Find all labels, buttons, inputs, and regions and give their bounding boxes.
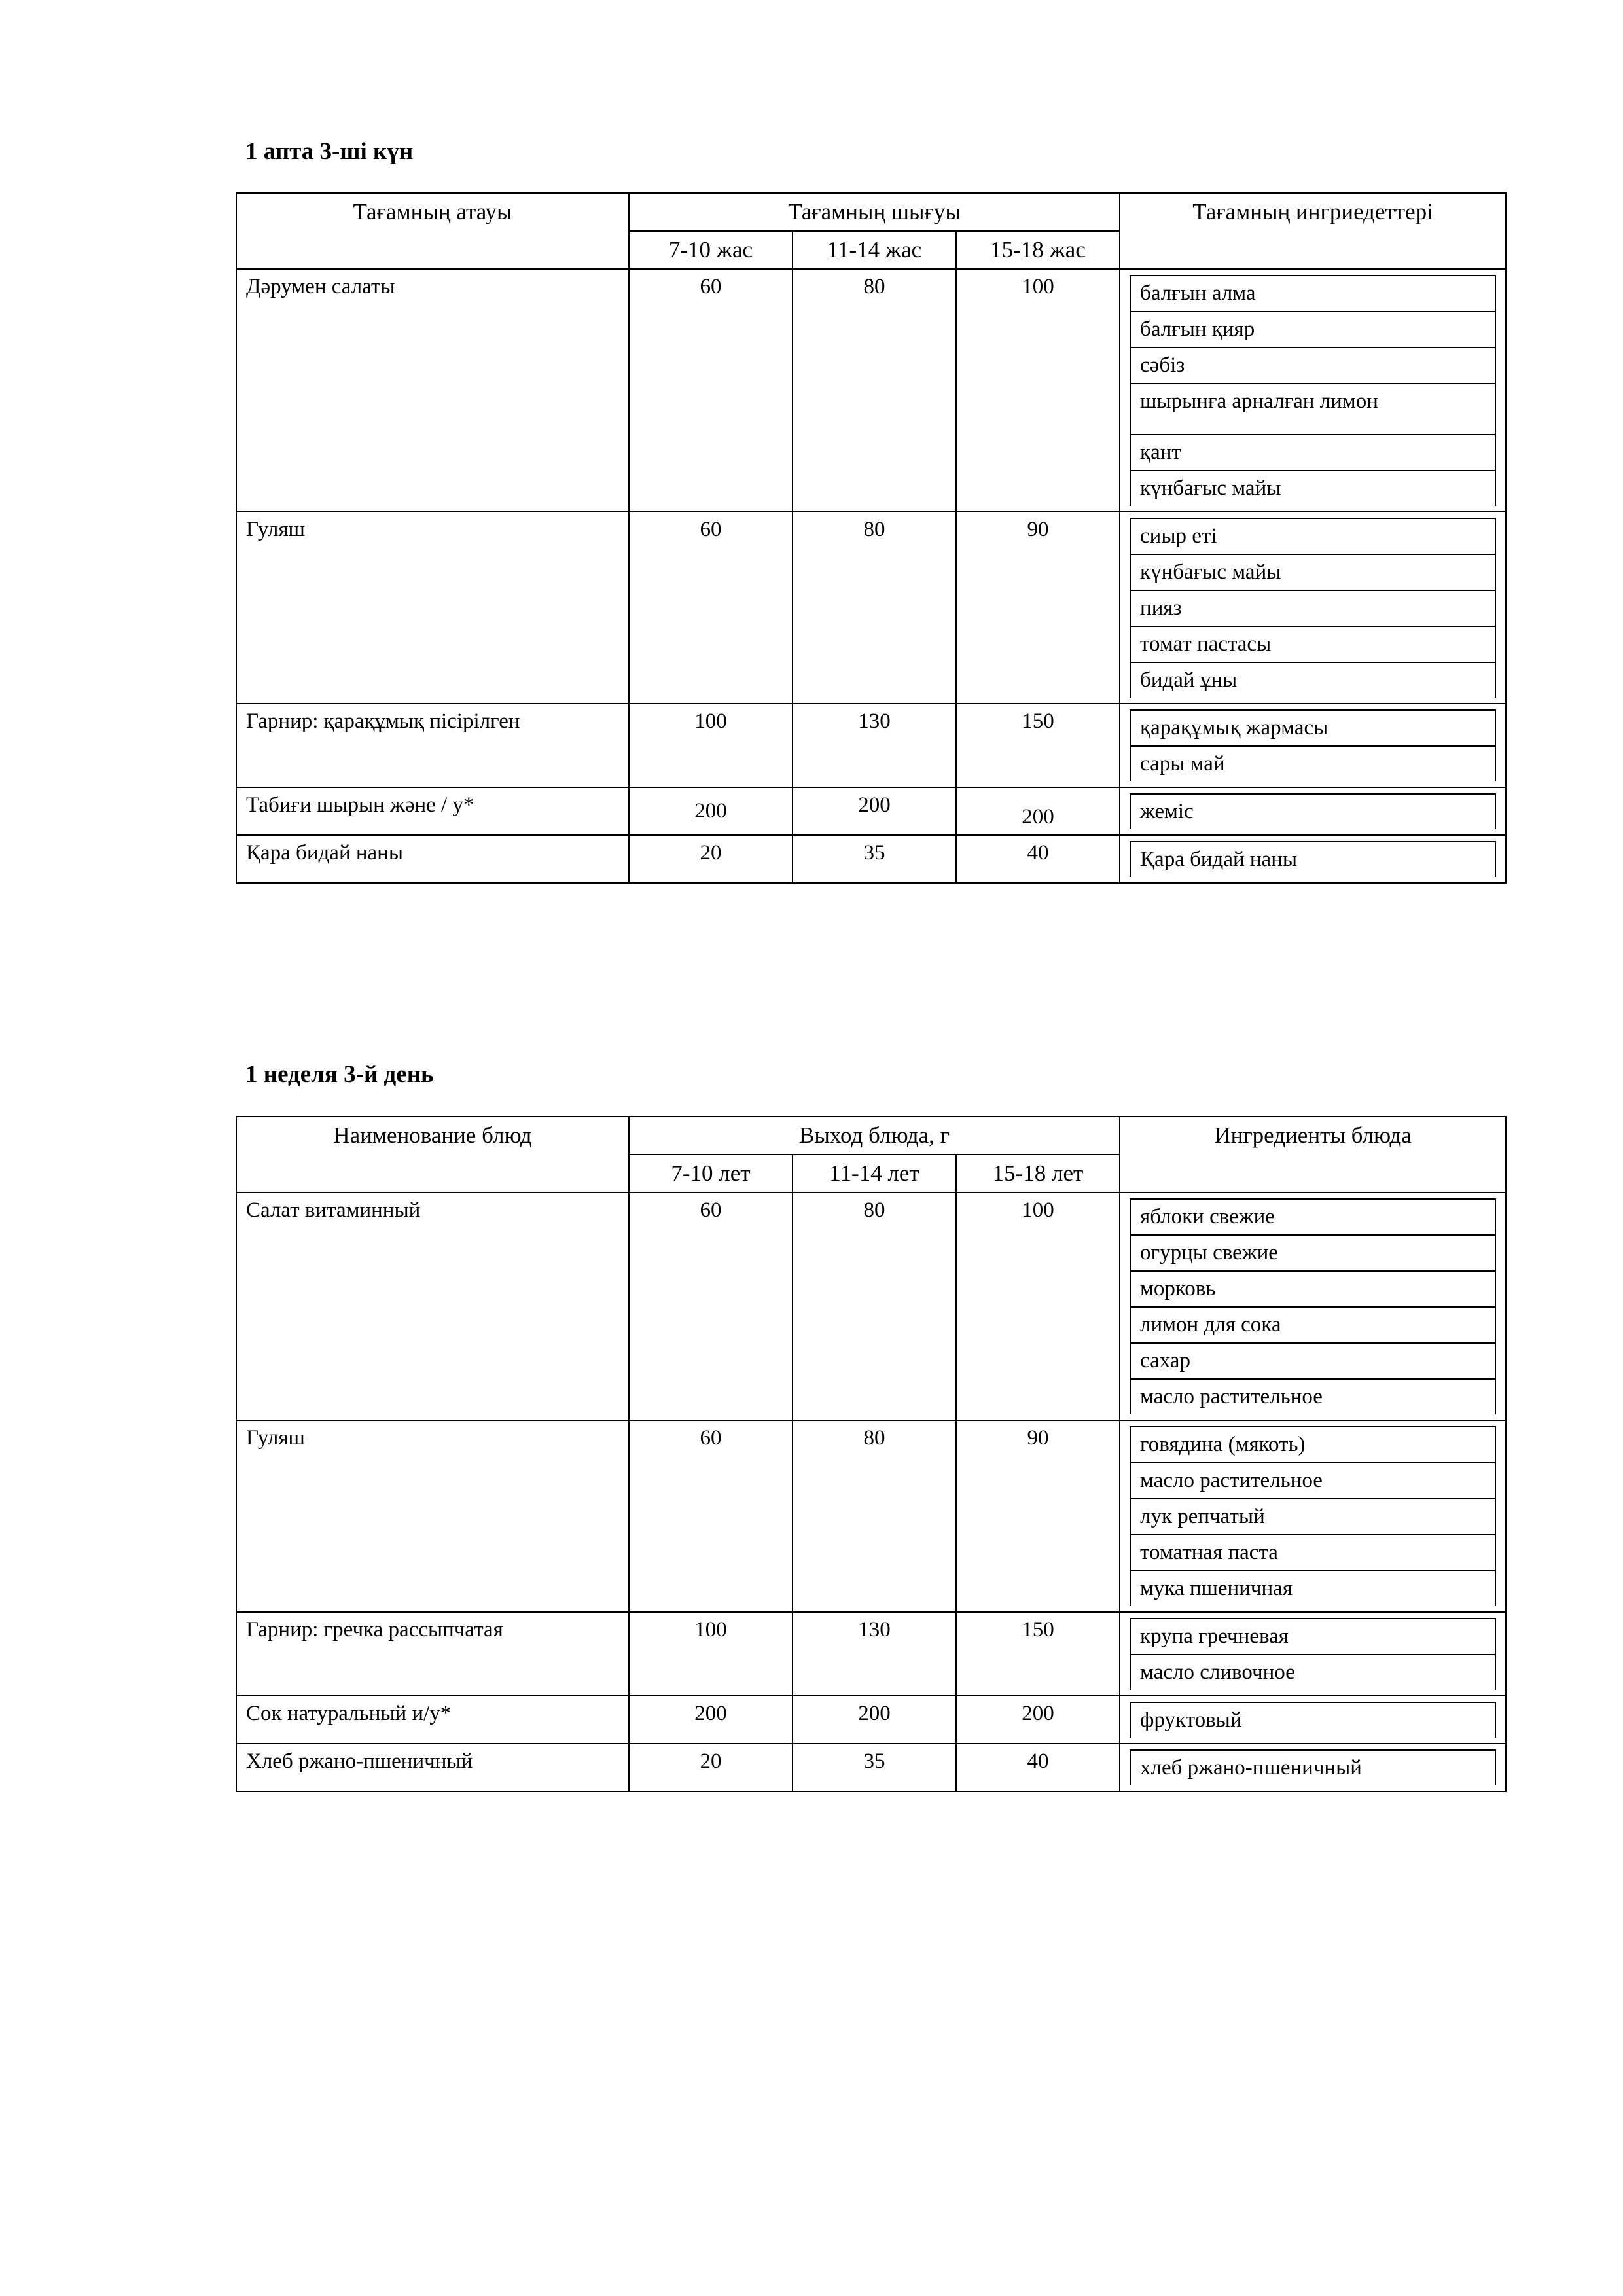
cell-dish-name: Салат витаминный [236,1193,629,1420]
cell-value-11-14: 130 [793,704,956,787]
ingredient-item: күнбағыс майы [1130,554,1495,590]
header-age-7-10: 7-10 лет [629,1155,793,1193]
cell-dish-name: Гуляш [236,512,629,704]
section-title-kk: 1 апта 3-ші күн [245,138,414,165]
table-row [236,1744,1506,1791]
cell-ingredients [1120,1612,1506,1696]
cell-ingredients [1120,787,1506,835]
table-header-row [236,193,1506,231]
cell-ingredients [1120,1420,1506,1612]
ingredient-item: қарақұмық жармасы [1130,710,1495,746]
ingredient-item: говядина (мякоть) [1130,1427,1495,1463]
ingredient-item: томат пастасы [1130,626,1495,662]
ingredient-item: сары май [1130,746,1495,781]
table-row [236,787,1506,835]
cell-ingredients [1120,512,1506,704]
cell-value-11-14: 130 [793,1612,956,1696]
cell-value-15-18: 90 [956,1420,1120,1612]
section-title-ru: 1 неделя 3-й день [245,1061,434,1088]
cell-value-11-14: 35 [793,835,956,883]
cell-value-7-10: 60 [629,512,793,704]
cell-value-15-18: 40 [956,1744,1120,1791]
ingredient-item: сиыр еті [1130,518,1495,554]
cell-ingredients [1120,1696,1506,1744]
ingredient-item: сәбіз [1130,348,1495,384]
table-row [236,512,1506,704]
ingredient-item: мука пшеничная [1130,1571,1495,1606]
header-dish-name: Наименование блюд [236,1117,629,1193]
ingredient-item: огурцы свежие [1130,1235,1495,1271]
header-age-15-18: 15-18 жас [956,231,1120,269]
header-dish-name: Тағамның атауы [236,193,629,269]
cell-dish-name: Табиғи шырын және / у* [236,787,629,835]
cell-value-11-14: 80 [793,512,956,704]
cell-ingredients [1120,704,1506,787]
cell-ingredients [1120,835,1506,883]
cell-value-11-14: 80 [793,1193,956,1420]
ingredient-item: яблоки свежие [1130,1199,1495,1235]
ingredient-item: морковь [1130,1271,1495,1307]
ingredient-item: қант [1130,435,1495,471]
ingredient-item: сахар [1130,1343,1495,1379]
ingredient-item: лимон для сока [1130,1307,1495,1343]
cell-dish-name: Гарнир: қарақұмық пісірілген [236,704,629,787]
table-header-row [236,1117,1506,1155]
header-ingredients: Ингредиенты блюда [1120,1117,1506,1193]
table-row [236,704,1506,787]
cell-value-11-14: 200 [793,787,956,835]
cell-value-15-18: 200 [956,1696,1120,1744]
menu-table-kk [236,192,1507,884]
ingredient-item: томатная паста [1130,1535,1495,1571]
cell-value-11-14: 35 [793,1744,956,1791]
cell-value-7-10: 60 [629,269,793,512]
table-row [236,835,1506,883]
cell-ingredients [1120,269,1506,512]
ingredient-item: лук репчатый [1130,1499,1495,1535]
cell-value-11-14: 80 [793,269,956,512]
header-age-7-10: 7-10 жас [629,231,793,269]
ingredient-item: масло сливочное [1130,1655,1495,1690]
ingredient-item: хлеб ржано-пшеничный [1130,1750,1495,1785]
section-gap [236,962,1407,1060]
ingredient-item: крупа гречневая [1130,1619,1495,1655]
ingredient-item: шырынға арналған лимон [1130,384,1495,435]
ingredient-item: масло растительное [1130,1463,1495,1499]
ingredient-item: Қара бидай наны [1130,842,1495,877]
ingredient-item: масло растительное [1130,1379,1495,1414]
ingredient-item: фруктовый [1130,1702,1495,1738]
header-age-15-18: 15-18 лет [956,1155,1120,1193]
cell-value-15-18: 200 [956,787,1120,835]
cell-value-15-18: 150 [956,1612,1120,1696]
ingredient-item: жеміс [1130,794,1495,829]
cell-value-11-14: 200 [793,1696,956,1744]
cell-value-7-10: 20 [629,835,793,883]
table-row [236,269,1506,512]
cell-value-7-10: 60 [629,1420,793,1612]
ingredient-item: күнбағыс майы [1130,471,1495,506]
table-row [236,1612,1506,1696]
cell-value-15-18: 100 [956,1193,1120,1420]
cell-value-15-18: 150 [956,704,1120,787]
section-spacer [236,884,1407,962]
table-row [236,1193,1506,1420]
cell-value-15-18: 100 [956,269,1120,512]
header-output-group: Выход блюда, г [629,1117,1120,1155]
cell-value-15-18: 90 [956,512,1120,704]
cell-dish-name: Гуляш [236,1420,629,1612]
header-output-group: Тағамның шығуы [629,193,1120,231]
table-row [236,1696,1506,1744]
cell-dish-name: Қара бидай наны [236,835,629,883]
cell-value-7-10: 200 [629,1696,793,1744]
cell-value-15-18: 40 [956,835,1120,883]
cell-ingredients [1120,1744,1506,1791]
cell-value-7-10: 60 [629,1193,793,1420]
cell-value-7-10: 100 [629,1612,793,1696]
ingredient-item: пияз [1130,590,1495,626]
header-age-11-14: 11-14 жас [793,231,956,269]
cell-dish-name: Хлеб ржано-пшеничный [236,1744,629,1791]
cell-ingredients [1120,1193,1506,1420]
cell-dish-name: Дәрумен салаты [236,269,629,512]
ingredient-item: балғын қияр [1130,312,1495,348]
header-ingredients: Тағамның ингриедеттері [1120,193,1506,269]
cell-value-7-10: 100 [629,704,793,787]
cell-value-7-10: 200 [629,787,793,835]
ingredient-item: балғын алма [1130,276,1495,312]
header-age-11-14: 11-14 лет [793,1155,956,1193]
cell-dish-name: Сок натуральный и/у* [236,1696,629,1744]
cell-value-7-10: 20 [629,1744,793,1791]
cell-dish-name: Гарнир: гречка рассыпчатая [236,1612,629,1696]
cell-value-11-14: 80 [793,1420,956,1612]
ingredient-item: бидай ұны [1130,662,1495,698]
menu-table-ru [236,1116,1507,1792]
table-row [236,1420,1506,1612]
